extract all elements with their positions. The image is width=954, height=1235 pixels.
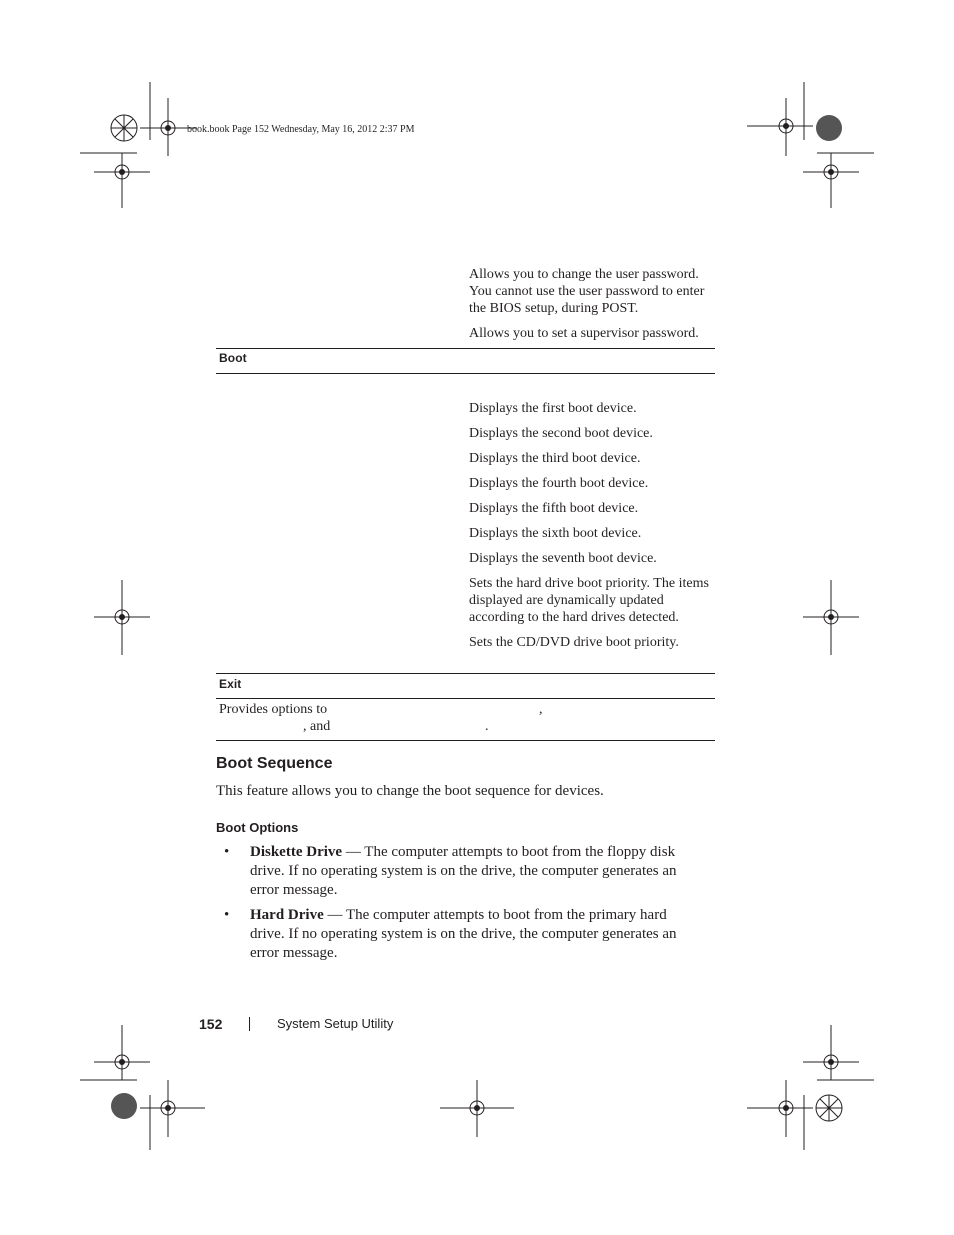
boot-row-3: Displays the third boot device.	[469, 451, 641, 466]
exit-table-header: Exit	[219, 677, 242, 691]
bullet-symbol: •	[224, 844, 230, 860]
exit-table-bottom-rule	[216, 740, 715, 741]
page-number: 152	[199, 1016, 223, 1032]
bullet-text	[250, 843, 702, 900]
user-password-description: Allows you to change the user password. You cannot use the user password to enter the BIOS setup, during POST.	[469, 267, 705, 316]
bullet-text	[250, 906, 702, 963]
boot-row-6: Displays the sixth boot device.	[469, 526, 642, 541]
exit-desc-line1-comma: ,	[539, 702, 543, 717]
footer-divider	[249, 1017, 250, 1031]
exit-table-top-rule	[216, 673, 715, 674]
print-slug: book.book Page 152 Wednesday, May 16, 2012 2:37 PM	[187, 124, 415, 135]
boot-row-hard-drive-priority: Sets the hard drive boot priority. The items displayed are dynamically updated according to the hard drives detected.	[469, 576, 709, 625]
section-title: Boot Sequence	[216, 755, 333, 772]
boot-row-cd-dvd-priority: Sets the CD/DVD drive boot priority.	[469, 635, 679, 650]
boot-row-1: Displays the first boot device.	[469, 401, 637, 416]
boot-table-header-rule	[216, 373, 715, 374]
exit-table-header-rule	[216, 698, 715, 699]
supervisor-password-description: Allows you to set a supervisor password.	[469, 326, 699, 341]
boot-row-5: Displays the fifth boot device.	[469, 501, 639, 516]
bullet-body: — The computer attempts to boot from the floppy disk drive. If no operating system is on the drive, the computer generates an error message.	[250, 844, 677, 898]
bullet-term: Diskette Drive	[250, 844, 343, 860]
footer-title: System Setup Utility	[277, 1016, 394, 1031]
exit-desc-line2-and: , and	[303, 719, 331, 734]
bullet-term: Hard Drive	[250, 907, 324, 923]
exit-desc-line2-period: .	[485, 719, 489, 734]
boot-table-header: Boot	[219, 351, 247, 365]
section-intro: This feature allows you to change the boot sequence for devices.	[216, 783, 604, 799]
boot-table-top-rule	[216, 348, 715, 349]
boot-row-2: Displays the second boot device.	[469, 426, 653, 441]
exit-desc-line1-start: Provides options to	[219, 702, 328, 717]
bullet-body: — The computer attempts to boot from the primary hard drive. If no operating system is on the drive, the computer generates an error message.	[250, 907, 677, 961]
section-subtitle: Boot Options	[216, 820, 299, 835]
boot-row-4: Displays the fourth boot device.	[469, 476, 649, 491]
bullet-symbol: •	[224, 907, 230, 923]
boot-row-7: Displays the seventh boot device.	[469, 551, 657, 566]
